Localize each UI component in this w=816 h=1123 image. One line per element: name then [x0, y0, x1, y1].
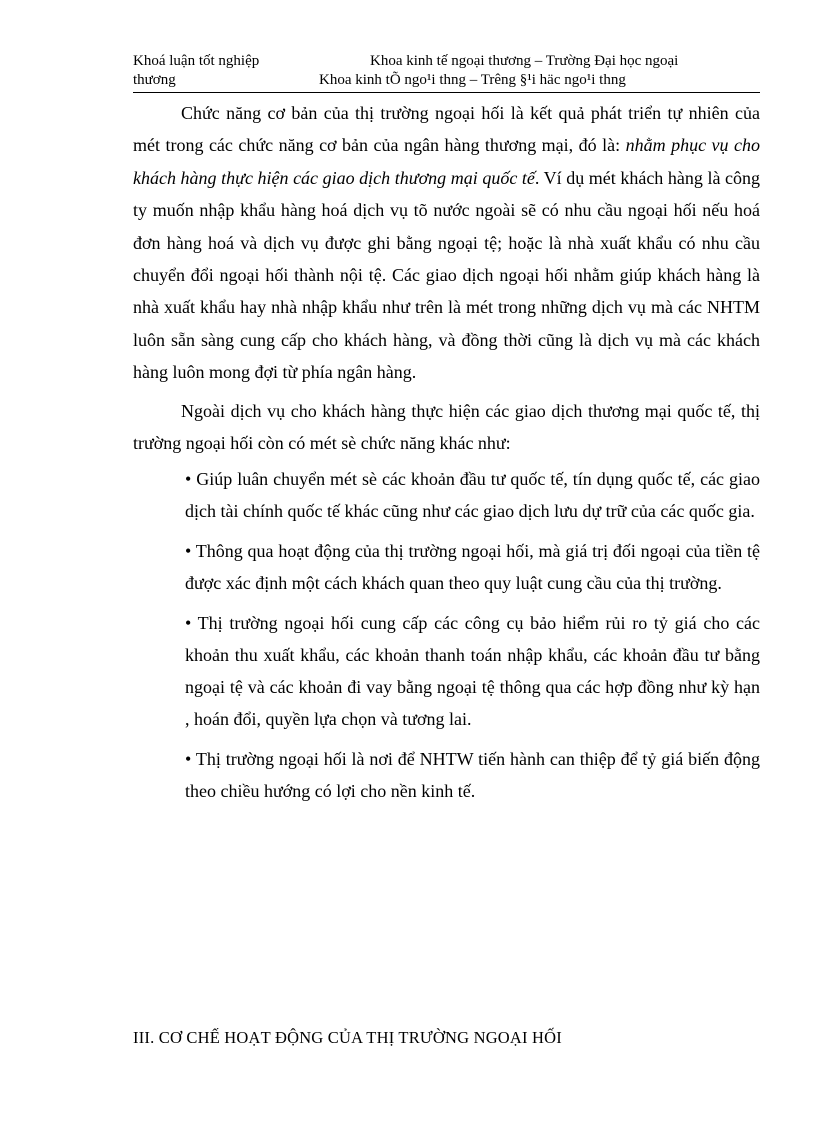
- bullet-item: • Giúp luân chuyển mét sè các khoản đầu tư quốc tế, tín dụng quốc tế, các giao dịch tài chính quốc tế khác cũng như các giao dịch lưu dự trữ của các quốc gia.: [185, 469, 760, 522]
- header-left-top: Khoá luận tốt nghiệp: [133, 53, 260, 69]
- header-center-bottom: Khoa kinh tÕ ngo¹i thng – Trêng §¹i häc ngo¹i thng: [319, 72, 626, 88]
- bullet-item: • Thông qua hoạt động của thị trường ngoại hối, mà giá trị đối ngoại của tiền tệ được xác định một cách khách quan theo quy luật cung cầu của thị trường.: [185, 541, 760, 594]
- paragraph-text: . Ví dụ mét khách hàng là công ty muốn nhập khẩu hàng hoá dịch vụ tõ nước ngoài sẽ có nhu cầu ngoại hối nếu hoá đơn hàng hoá và dịch vụ được ghi bằng ngoại tệ; hoặc là nhà xuất khẩu có nhu cầu chuyển đổi ngoại hối thành nội tệ. Các giao dịch ngoại hối nhằm giúp khách hàng là nhà xuất khẩu hay nhà nhập khẩu như trên là mét trong những dịch vụ mà các NHTM luôn sẵn sàng cung cấp cho khách hàng, và đồng thời cũng là dịch vụ mà các khách hàng luôn mong đợi từ phía ngân hàng.: [133, 167, 760, 383]
- header-left-bottom: thương: [133, 72, 176, 88]
- paragraph-text: Chức năng cơ bản của thị trường ngoại hối là kết quả phát triển tự nhiên của mét trong các chức năng cơ bản của ngân hàng thương mại, đó là:: [133, 103, 760, 156]
- paragraph-functions: [133, 97, 760, 389]
- bullet-item: • Thị trường ngoại hối cung cấp các công cụ bảo hiểm rủi ro tỷ giá cho các khoản thu xuất khẩu, các khoản thanh toán nhập khẩu, các khoản đầu tư bằng ngoại tệ và các khoản đi vay bằng ngoại tệ thông qua các hợp đồng như kỳ hạn , hoán đổi, quyền lựa chọn và tương lai.: [185, 613, 760, 730]
- section-heading: III. CƠ CHẾ HOẠT ĐỘNG CỦA THỊ TRƯỜNG NGOẠI HỐI: [133, 1028, 562, 1047]
- bullet-list: [185, 463, 760, 807]
- bullet-item: • Thị trường ngoại hối là nơi để NHTW tiến hành can thiệp để tỷ giá biến động theo chiều hướng có lợi cho nền kinh tế.: [185, 749, 760, 802]
- document-body: [133, 97, 760, 807]
- paragraph-emphasis: nhằm phục vụ cho khách hàng thực hiện các giao dịch thương mại quốc tế: [133, 135, 760, 188]
- paragraph-other-functions: Ngoài dịch vụ cho khách hàng thực hiện các giao dịch thương mại quốc tế, thị trường ngoại hối còn có mét sè chức năng khác như:: [133, 400, 760, 454]
- page-header: [133, 52, 760, 93]
- header-center-top: Khoa kinh tế ngoại thương – Trường Đại học ngoại: [370, 53, 679, 69]
